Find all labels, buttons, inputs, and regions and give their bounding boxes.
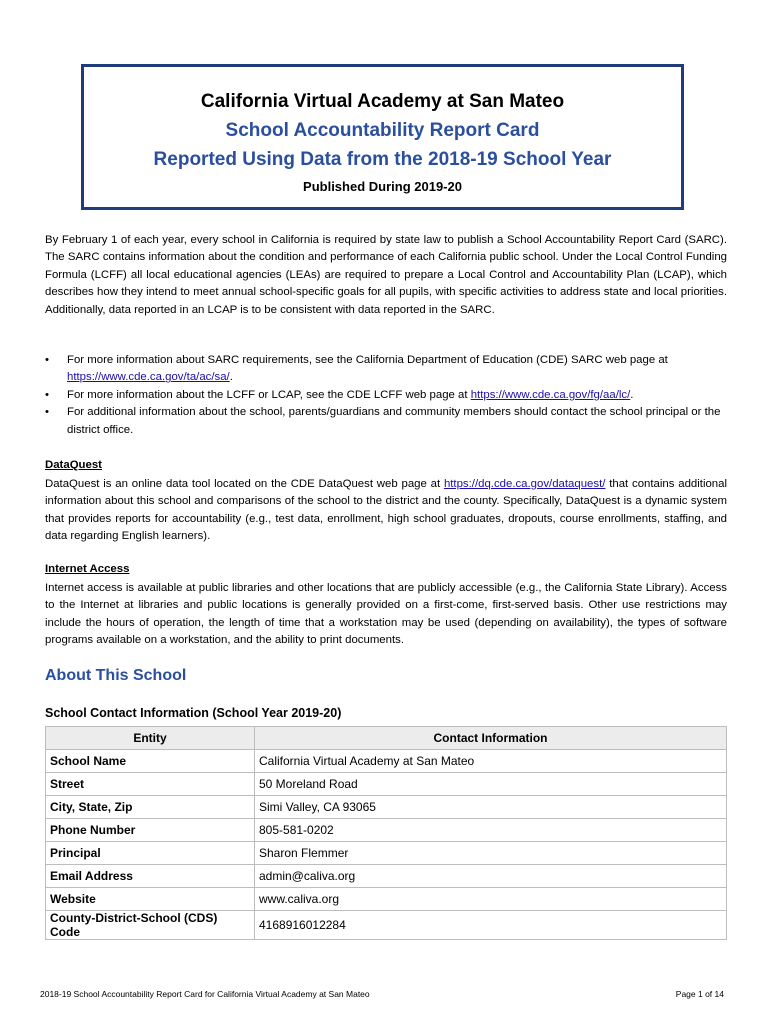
sarc-link[interactable]: https://www.cde.ca.gov/ta/ac/sa/ <box>67 371 230 384</box>
row-label: City, State, Zip <box>46 796 255 819</box>
table-row <box>46 819 727 842</box>
row-label: Website <box>46 888 255 911</box>
row-value: 50 Moreland Road <box>255 773 727 796</box>
row-value: admin@caliva.org <box>255 865 727 888</box>
contact-table-title: School Contact Information (School Year 2019-20) <box>45 706 342 720</box>
row-label: County-District-School (CDS) Code <box>46 911 255 940</box>
row-label: Email Address <box>46 865 255 888</box>
contact-table <box>45 726 727 940</box>
bullet-punct: . <box>229 371 233 384</box>
table-row <box>46 750 727 773</box>
internet-paragraph: Internet access is available at public libraries and other locations that are publicly accessible (e.g., the California State Library). Access to the Internet at libraries and public locations is generally provided on a first-come, first-served basis. Other use restrictions may include the hours of operation, the length of time that a workstation may be used (depending on availability), the types of software programs available on a workstation, and the ability to print documents. <box>45 582 727 647</box>
row-label: Phone Number <box>46 819 255 842</box>
bullet-text: For more information about SARC requirements, see the California Department of Education (CDE) SARC web page at <box>67 354 668 366</box>
bullet-symbol: • <box>45 388 49 401</box>
row-value: 805-581-0202 <box>255 819 727 842</box>
dataquest-heading: DataQuest <box>45 459 102 471</box>
row-value: www.caliva.org <box>255 888 727 911</box>
bullet-text: For additional information about the school, parents/guardians and community members should contact the school principal or the district office. <box>67 406 721 436</box>
column-header: Contact Information <box>255 727 727 750</box>
info-bullet-list <box>45 352 727 439</box>
dataquest-text: DataQuest is an online data tool located on the CDE DataQuest web page at <box>45 478 444 490</box>
bullet-text: For more information about the LCFF or LCAP, see the CDE LCFF web page at <box>67 388 471 401</box>
footer-title: 2018-19 School Accountability Report Card for California Virtual Academy at San Mateo <box>40 989 370 999</box>
published-date: Published During 2019-20 <box>303 179 462 194</box>
title-box <box>81 64 684 210</box>
table-row <box>46 842 727 865</box>
row-value: Sharon Flemmer <box>255 842 727 865</box>
bullet-symbol: • <box>45 354 49 366</box>
row-value: California Virtual Academy at San Mateo <box>255 750 727 773</box>
internet-heading: Internet Access <box>45 563 130 575</box>
table-row <box>46 911 727 940</box>
dataquest-link[interactable]: https://dq.cde.ca.gov/dataquest/ <box>443 478 606 490</box>
table-row <box>46 773 727 796</box>
lcff-link[interactable]: https://www.cde.ca.gov/fg/aa/lc/ <box>470 388 631 401</box>
bullet-punct: . <box>630 388 634 401</box>
table-header-row <box>46 727 727 750</box>
table-row <box>46 865 727 888</box>
table-row <box>46 888 727 911</box>
bullet-item-lcff <box>45 387 727 404</box>
bullet-item-sarc <box>45 352 727 387</box>
row-label: Street <box>46 773 255 796</box>
dataquest-paragraph <box>45 476 727 546</box>
table-row <box>46 796 727 819</box>
dataquest-text-after: that contains additional information about this school and comparisons of the school to the district and the county. Specifically, DataQuest is a dynamic system that provides reports for accountability (e.g., test data, enrollment, high school graduates, dropouts, course enrollments, staffing, and data regarding English learners). <box>45 478 728 543</box>
bullet-symbol: • <box>45 406 49 419</box>
report-title: School Accountability Report Card <box>225 120 540 141</box>
row-label: Principal <box>46 842 255 865</box>
row-value: 4168916012284 <box>255 911 727 940</box>
row-label: School Name <box>46 750 255 773</box>
data-year-title: Reported Using Data from the 2018-19 School Year <box>153 149 612 170</box>
row-value: Simi Valley, CA 93065 <box>255 796 727 819</box>
about-heading: About This School <box>45 667 187 684</box>
page-number: Page 1 of 14 <box>675 989 724 999</box>
intro-paragraph: By February 1 of each year, every school in California is required by state law to publish a School Accountability Report Card (SARC). The SARC contains information about the condition and performance of each California public school. Under the Local Control Funding Formula (LCFF) all local educational agencies (LEAs) are required to prepare a Local Control and Accountability Plan (LCAP), which describes how they intend to meet annual school-specific goals for all pupils, with specific activities to address state and local priorities. Additionally, data reported in an LCAP is to be consistent with data reported in the SARC. <box>45 234 727 316</box>
school-name-title: California Virtual Academy at San Mateo <box>200 91 565 112</box>
bullet-item-contact <box>45 404 727 439</box>
column-header: Entity <box>46 727 255 750</box>
